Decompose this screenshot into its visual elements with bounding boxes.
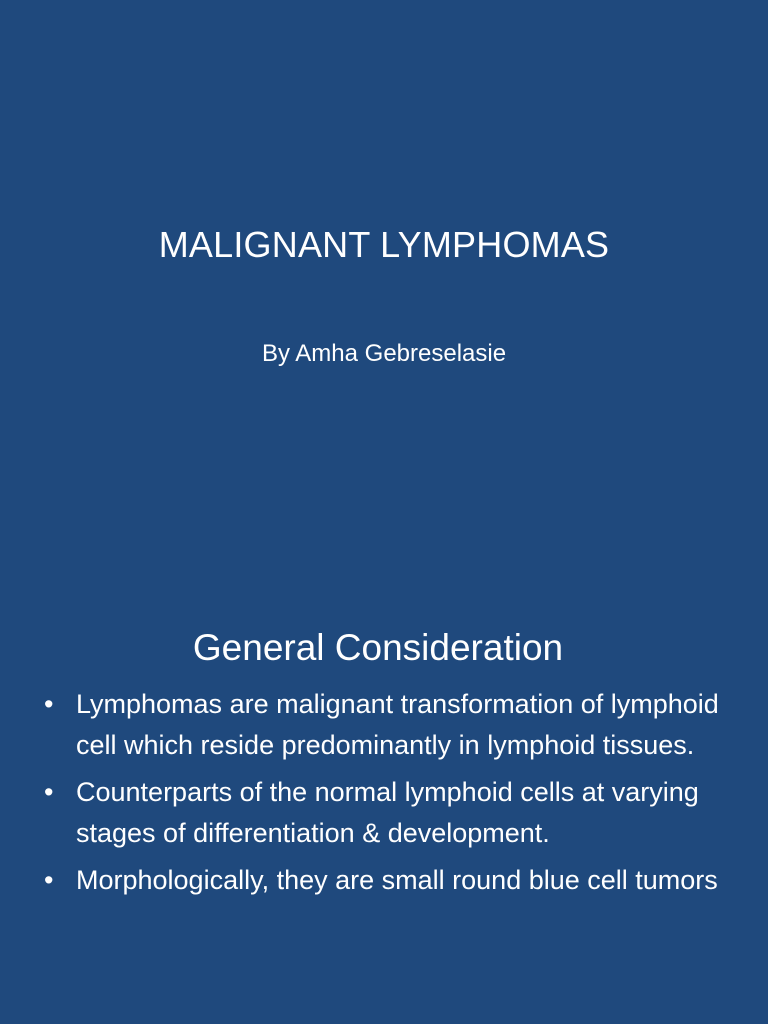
bullet-text: Lymphomas are malignant transformation of lymphoid cell which reside predominantly in lymphoid tissues. [76,689,719,760]
slide-title: MALIGNANT LYMPHOMAS [158,224,610,265]
slide-subtitle: By Amha Gebreselasie [261,340,507,367]
bullet-text: Morphologically, they are small round blue cell tumors [76,865,718,895]
bullet-text: Counterparts of the normal lymphoid cells at varying stages of differentiation & development. [76,777,699,848]
bullet-list [44,684,724,907]
bullet-item [44,684,724,766]
content-slide-title: General Consideration [192,627,564,668]
bullet-marker: • [44,689,54,719]
bullet-item [44,772,724,854]
bullet-item [44,860,724,901]
content-slide [0,576,768,1024]
bullet-marker: • [44,865,54,895]
bullet-marker: • [44,777,54,807]
